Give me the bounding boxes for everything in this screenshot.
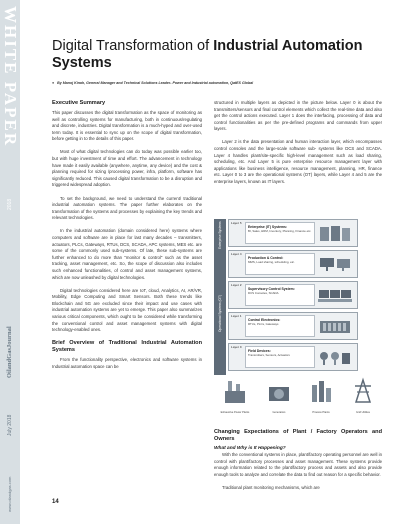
right-column-top <box>214 100 382 192</box>
layer-name: Field Devices: <box>248 348 271 353</box>
layer-diagram <box>214 219 360 375</box>
plc-icon <box>316 317 354 336</box>
paragraph: In the industrial automation (domain considered here) systems where computers and software are in place for last many decades – transmitters, actuators, PLCs, Gateways, RTUs, DCS, SCADA, APC systems, MES etc. are some of the commonly used sub-systems. Of late, these sub-systems are further enhanced to do more than "monitor & control" such as the asset tracking, asset management, etc. So, the scope of discussion also includes such enhanced functionalities, of control and asset management systems, which are now unleashed by digital technologies. <box>52 228 202 280</box>
paragraph: structured in multiple layers as depicted in the picture below. Layer 0 is about the transmitters/sensors and final control elements which collect the real-time data and also get the control actions executed. Layer 1 does the interfacing, processing of data and control functionalities as per the pre-defined programs and commands from upper layers. <box>214 100 382 132</box>
sidebar <box>0 0 20 524</box>
layer-number: Layer 1 <box>231 314 242 318</box>
sidebar-title: WHITE PAPER <box>1 6 20 148</box>
paragraph: From the functionality perspective, electronics and software systems in Industrial automation space can be <box>52 357 202 369</box>
layer-label-box <box>245 346 315 368</box>
device-caption: Exhaustive Power Plants <box>220 411 250 414</box>
section-heading-overview: Brief Overview of Traditional Industrial Automation Systems <box>52 340 202 354</box>
layer-description: MMS, Load sharing, scheduling, etc. <box>248 260 295 264</box>
device-row <box>214 377 384 423</box>
side-label-enterprise: Enterprise Systems <box>218 221 222 249</box>
layer-box <box>228 312 358 340</box>
layer-description: Transmitters, Sensors, Actuators <box>248 353 290 357</box>
title-plain: Digital Transformation of <box>52 38 214 54</box>
layer-number: Layer 5 <box>231 221 242 225</box>
layer-box <box>228 250 358 278</box>
sidebar-date: July 2018 <box>7 414 13 436</box>
layer-number: Layer 0 <box>231 345 242 349</box>
console-icon <box>316 286 354 305</box>
paragraph: Digital technologies considered here are IoT, cloud, Analytics, AI, AR/VR, Mobility, Edge Computing and Smart Sensors. Both these trends like Blockchain and 5G are excluded since their impact and use cases with industrial automation systems are yet to emerge. This paper also summarizes various critical components, which ought to be considered while transforming the conventional control and asset management systems with digital technology-enabled ones. <box>52 287 202 333</box>
device-item <box>220 377 250 414</box>
layer-number: Layer 4 <box>231 252 242 256</box>
layer-box <box>228 343 358 371</box>
layer-name: Control Electronics: <box>248 317 281 322</box>
layer-name: Supervisory Control System: <box>248 286 295 291</box>
sidebar-year: 2018 <box>7 198 13 210</box>
device-caption: Grid Utilities <box>356 411 370 414</box>
byline <box>52 81 392 85</box>
generator-icon <box>266 377 292 405</box>
layer-label-box <box>245 315 315 337</box>
paragraph: This paper discusses the digital transformation as the space of monitoring as well as controlling systems for manufacturing, both in continuous/regulating and discrete, industries. Digital transformation is a much-hyped and over-used term today. It is essential to sync up on the scope of digital transformation, before getting in to the details of this paper. <box>52 110 202 142</box>
title-bold: Industrial Automation Systems <box>52 38 363 71</box>
architecture-figure <box>214 219 384 423</box>
layer-number: Layer 2 <box>231 283 242 287</box>
device-item <box>306 377 336 414</box>
server-icon <box>316 224 354 243</box>
layer-name: Enterprise (IT) Systems: <box>248 224 288 229</box>
right-column-bottom <box>214 429 382 498</box>
device-item <box>264 377 294 414</box>
layer-box <box>228 281 358 309</box>
sidebar-website: www.oilandgas.com <box>7 476 12 512</box>
monitor-icon <box>316 255 354 274</box>
device-item <box>348 377 378 414</box>
device-caption: Generators <box>272 411 286 414</box>
layer-label-box <box>245 253 315 275</box>
bullet-icon: ● <box>52 81 55 85</box>
paragraph: Most of what digital technologies can do today was possible earlier too, but with huge investment of time and effort. The advancement in technology have made it easily available (anywhere, anytime, any device) and the cost & planning required for sizing /processing power, infra, platform, software has significantly reduced. This caused digital transformation to be a disruption and triggered widespread adoption. <box>52 149 202 188</box>
layer-label-box <box>245 222 315 244</box>
page-number: 14 <box>52 499 59 505</box>
section-heading-changing-expectations: Changing Expectations of Plant / Factory Operators and Owners <box>214 429 382 442</box>
paragraph: With the conventional systems in place, plant/factory operating personnel are well in control with plant/factory processes and asset management. These systems provide enough information related to the plant/factory process and assets and also provide enough tools to analyze and correlate the data to find out reason for a specific behavior. <box>214 452 382 477</box>
layer-label-box <box>245 284 315 306</box>
device-caption: Process Plants <box>312 411 330 414</box>
paragraph: To set the background, we need to understand the current/ traditional industrial automation systems. The paper further elaborates on the transformation of the systems and processes by explaining the key trends and relevant technologies. <box>52 195 202 221</box>
power-plant-icon <box>222 377 248 405</box>
layer-description: BI, Sales, HRM, Inventory, Planning, Finance etc. <box>248 229 312 233</box>
layer-description: RTUs, PLCs, Gateways <box>248 322 279 326</box>
page-title <box>52 38 392 72</box>
process-plant-icon <box>308 377 334 405</box>
paragraph: Layer 2 is the data presentation and human interaction layer, which encompasses control consoles and the large-scale software sub- systems like DCS and SCADA. Layer 4 handles plant/site-specific high-level management such as load sharing, scheduling, etc. And Layer 5 is pure enterprise resource management layer with applications like business intelligence, resource management, planning, HR, finance etc. Layer 0 to 3 are the operational systems (OT) layers, while Layer 4 and 5 are the enterprise layers, known as IT layers. <box>214 139 382 185</box>
layer-box <box>228 219 358 247</box>
sensor-icon <box>316 348 354 367</box>
side-label-operational: Operational Systems (OT) <box>218 294 222 332</box>
layer-description: DCS Consoles, SCADA <box>248 291 279 295</box>
paragraph: Traditional plant monitoring mechanisms, which are <box>222 484 320 490</box>
left-column <box>52 100 202 377</box>
section-heading-executive-summary: Executive Summary <box>52 100 106 106</box>
layer-name: Production & Control: <box>248 255 284 260</box>
sidebar-publication: OilandGasJournal <box>6 326 13 378</box>
grid-tower-icon <box>350 377 376 405</box>
byline-text: By Manoj Kinah, General Manager and Technical Solutions Leader- Power and Industrial automation, QatES Global <box>57 81 254 85</box>
subheading: What and Why is It Happening? <box>214 446 286 451</box>
